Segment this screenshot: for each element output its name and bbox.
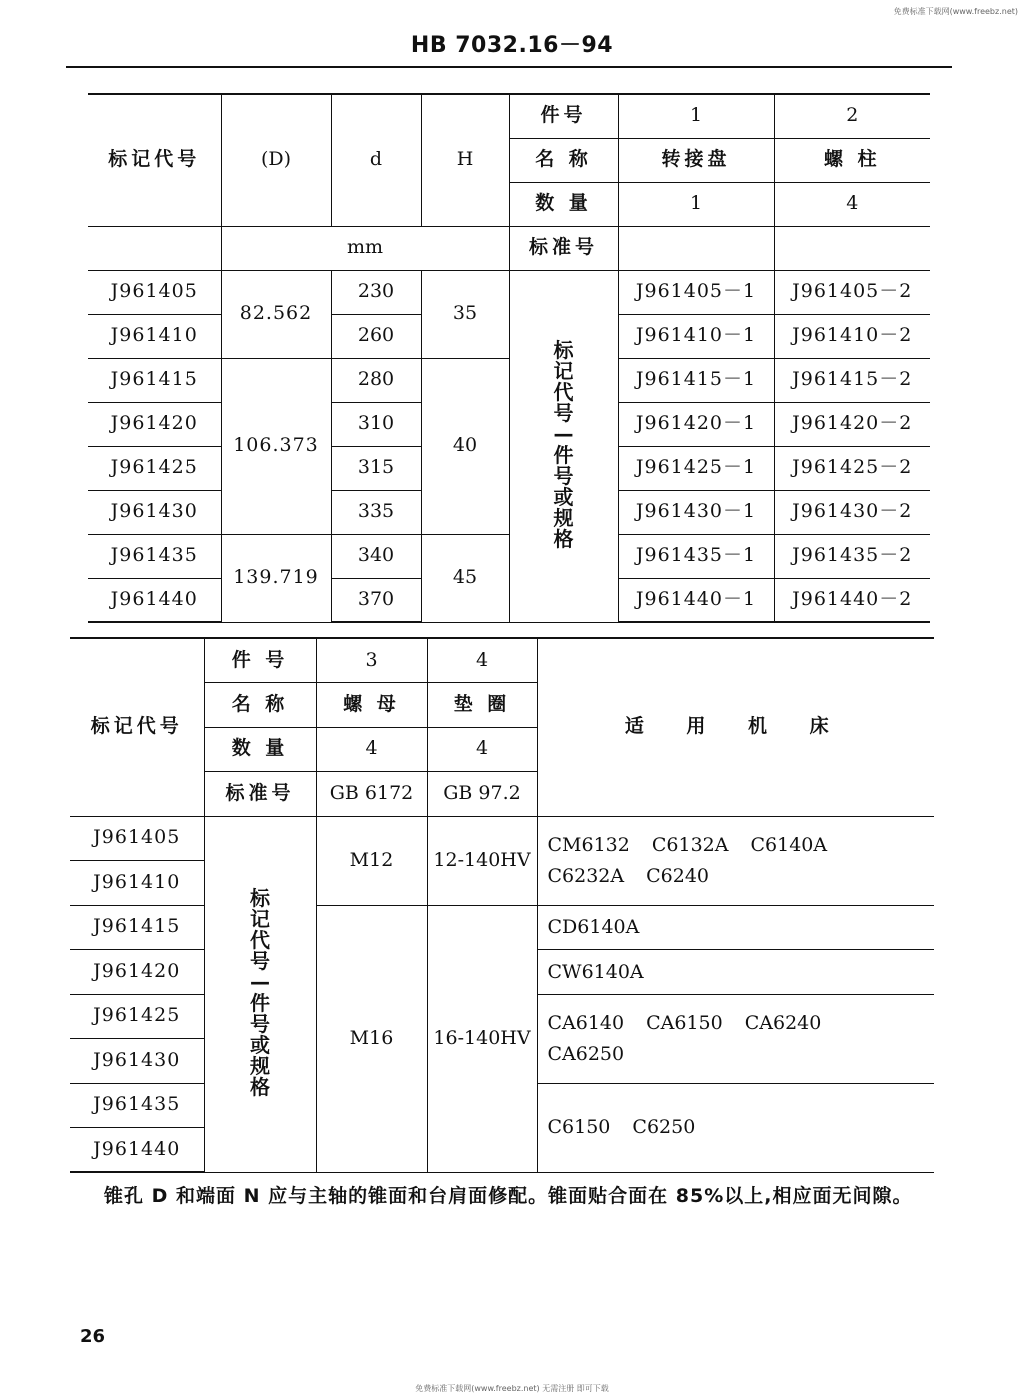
header-H: H bbox=[421, 94, 509, 226]
mark-code: J961425 bbox=[70, 994, 204, 1039]
machines-header: 适 用 机 床 bbox=[537, 638, 934, 816]
machine-name: C6250 bbox=[632, 1116, 696, 1139]
machines-cell bbox=[537, 1083, 934, 1172]
machine-name: C6150 bbox=[547, 1116, 611, 1139]
mark-code: J961440 bbox=[70, 1128, 204, 1173]
standard-header: HB 7032.16－94 bbox=[410, 33, 614, 58]
header-code-label: 标记代号 bbox=[70, 638, 204, 816]
part-std-1 bbox=[618, 226, 774, 270]
part-spec-2: J961425－2 bbox=[774, 446, 930, 490]
value-d: 370 bbox=[331, 578, 421, 622]
watermark-bottom: 免费标准下载网(www.freebz.net) 无需注册 即可下载 bbox=[415, 1384, 609, 1393]
part-name-2: 螺 柱 bbox=[774, 138, 930, 182]
row-label-name: 名 称 bbox=[204, 683, 316, 728]
table-row bbox=[70, 816, 934, 861]
machine-name: C6140A bbox=[750, 834, 828, 857]
header-d: d bbox=[331, 94, 421, 226]
part-spec-1: J961425－1 bbox=[618, 446, 774, 490]
mark-code: J961420 bbox=[88, 402, 221, 446]
machine-line bbox=[548, 830, 935, 860]
part-spec-1: J961435－1 bbox=[618, 534, 774, 578]
part-spec-2: J961440－2 bbox=[774, 578, 930, 622]
value-d: 230 bbox=[331, 270, 421, 314]
row-label-name: 名 称 bbox=[509, 138, 618, 182]
machine-name: C6240 bbox=[646, 864, 710, 887]
machine-line bbox=[548, 1112, 935, 1142]
part-spec-1: J961430－1 bbox=[618, 490, 774, 534]
row-label-part-no: 件号 bbox=[509, 94, 618, 138]
parts-table-1 bbox=[88, 93, 930, 623]
part-spec-2: J961410－2 bbox=[774, 314, 930, 358]
machine-name: CA6240 bbox=[744, 1012, 822, 1035]
part-spec-2: J961430－2 bbox=[774, 490, 930, 534]
merged-note-cell bbox=[509, 270, 618, 622]
part-no-3: 3 bbox=[316, 638, 427, 683]
machine-name: CA6150 bbox=[646, 1012, 723, 1035]
unit-spacer bbox=[88, 226, 221, 270]
washer-spec: 16-140HV bbox=[427, 905, 537, 1172]
mark-code: J961420 bbox=[70, 950, 204, 995]
header-D: (D) bbox=[221, 94, 331, 226]
part-std-3: GB 6172 bbox=[316, 772, 427, 817]
fitting-note: 锥孔 D 和端面 N 应与主轴的锥面和台肩面修配。锥面贴合面在 85%以上,相应面无间隙。 bbox=[104, 1185, 913, 1207]
parts-table-2 bbox=[70, 637, 934, 1173]
machine-line bbox=[548, 1039, 935, 1069]
machine-name: CW6140A bbox=[547, 960, 644, 983]
page-number: 26 bbox=[80, 1326, 106, 1347]
table-row bbox=[88, 94, 930, 138]
value-H: 40 bbox=[421, 358, 509, 534]
machine-name: CA6250 bbox=[547, 1042, 625, 1065]
mark-code: J961405 bbox=[70, 816, 204, 861]
row-label-part-no: 件 号 bbox=[204, 638, 316, 683]
part-spec-1: J961405－1 bbox=[618, 270, 774, 314]
part-spec-1: J961440－1 bbox=[618, 578, 774, 622]
value-d: 310 bbox=[331, 402, 421, 446]
mark-code: J961440 bbox=[88, 578, 221, 622]
part-spec-2: J961415－2 bbox=[774, 358, 930, 402]
mark-code: J961410 bbox=[70, 861, 204, 906]
table-row bbox=[88, 270, 930, 314]
machine-line bbox=[548, 1008, 935, 1038]
part-name-4: 垫 圈 bbox=[427, 683, 537, 728]
value-D: 106.373 bbox=[221, 358, 331, 534]
mark-code: J961415 bbox=[70, 905, 204, 950]
mark-code: J961430 bbox=[70, 1039, 204, 1084]
value-d: 280 bbox=[331, 358, 421, 402]
table-row bbox=[70, 905, 934, 950]
machine-name: CA6140 bbox=[547, 1012, 625, 1035]
part-std-4: GB 97.2 bbox=[427, 772, 537, 817]
mark-code: J961435 bbox=[70, 1083, 204, 1128]
machines-cell bbox=[537, 816, 934, 905]
part-name-1: 转接盘 bbox=[618, 138, 774, 182]
merged-note: 标记代号—件号或规格 bbox=[250, 886, 270, 1100]
machine-name: C6232A bbox=[547, 864, 625, 887]
part-spec-1: J961410－1 bbox=[618, 314, 774, 358]
mark-code: J961410 bbox=[88, 314, 221, 358]
nut-spec: M16 bbox=[316, 905, 427, 1172]
row-label-qty: 数 量 bbox=[204, 727, 316, 772]
part-no-4: 4 bbox=[427, 638, 537, 683]
part-spec-2: J961405－2 bbox=[774, 270, 930, 314]
part-std-2 bbox=[774, 226, 930, 270]
machines-cell bbox=[537, 905, 934, 950]
mark-code: J961405 bbox=[88, 270, 221, 314]
mark-code: J961425 bbox=[88, 446, 221, 490]
header-code-label: 标记代号 bbox=[88, 94, 221, 226]
machine-name: C6132A bbox=[651, 834, 729, 857]
value-d: 260 bbox=[331, 314, 421, 358]
unit-mm: mm bbox=[221, 226, 509, 270]
washer-spec: 12-140HV bbox=[427, 816, 537, 905]
mark-code: J961415 bbox=[88, 358, 221, 402]
part-qty-3: 4 bbox=[316, 727, 427, 772]
part-spec-1: J961415－1 bbox=[618, 358, 774, 402]
merged-note-cell bbox=[204, 816, 316, 1172]
value-d: 335 bbox=[331, 490, 421, 534]
merged-note: 标记代号—件号或规格 bbox=[553, 338, 574, 552]
value-H: 45 bbox=[421, 534, 509, 622]
machine-name: CD6140A bbox=[547, 916, 640, 939]
header-rule bbox=[66, 66, 952, 68]
part-spec-2: J961420－2 bbox=[774, 402, 930, 446]
part-spec-2: J961435－2 bbox=[774, 534, 930, 578]
row-label-std: 标准号 bbox=[204, 772, 316, 817]
table-row bbox=[88, 226, 930, 270]
machine-line bbox=[548, 861, 935, 891]
machine-name: CM6132 bbox=[547, 834, 630, 857]
value-d: 315 bbox=[331, 446, 421, 490]
row-label-std: 标准号 bbox=[509, 226, 618, 270]
machines-cell bbox=[537, 994, 934, 1083]
machines-cell bbox=[537, 950, 934, 995]
part-qty-4: 4 bbox=[427, 727, 537, 772]
value-D: 82.562 bbox=[221, 270, 331, 358]
value-d: 340 bbox=[331, 534, 421, 578]
nut-spec: M12 bbox=[316, 816, 427, 905]
mark-code: J961435 bbox=[88, 534, 221, 578]
value-H: 35 bbox=[421, 270, 509, 358]
value-D: 139.719 bbox=[221, 534, 331, 622]
part-no-1: 1 bbox=[618, 94, 774, 138]
part-spec-1: J961420－1 bbox=[618, 402, 774, 446]
part-qty-2: 4 bbox=[774, 182, 930, 226]
row-label-qty: 数 量 bbox=[509, 182, 618, 226]
table-row bbox=[70, 638, 934, 683]
watermark-top: 免费标准下载网(www.freebz.net) bbox=[893, 7, 1018, 16]
part-name-3: 螺 母 bbox=[316, 683, 427, 728]
part-qty-1: 1 bbox=[618, 182, 774, 226]
mark-code: J961430 bbox=[88, 490, 221, 534]
part-no-2: 2 bbox=[774, 94, 930, 138]
